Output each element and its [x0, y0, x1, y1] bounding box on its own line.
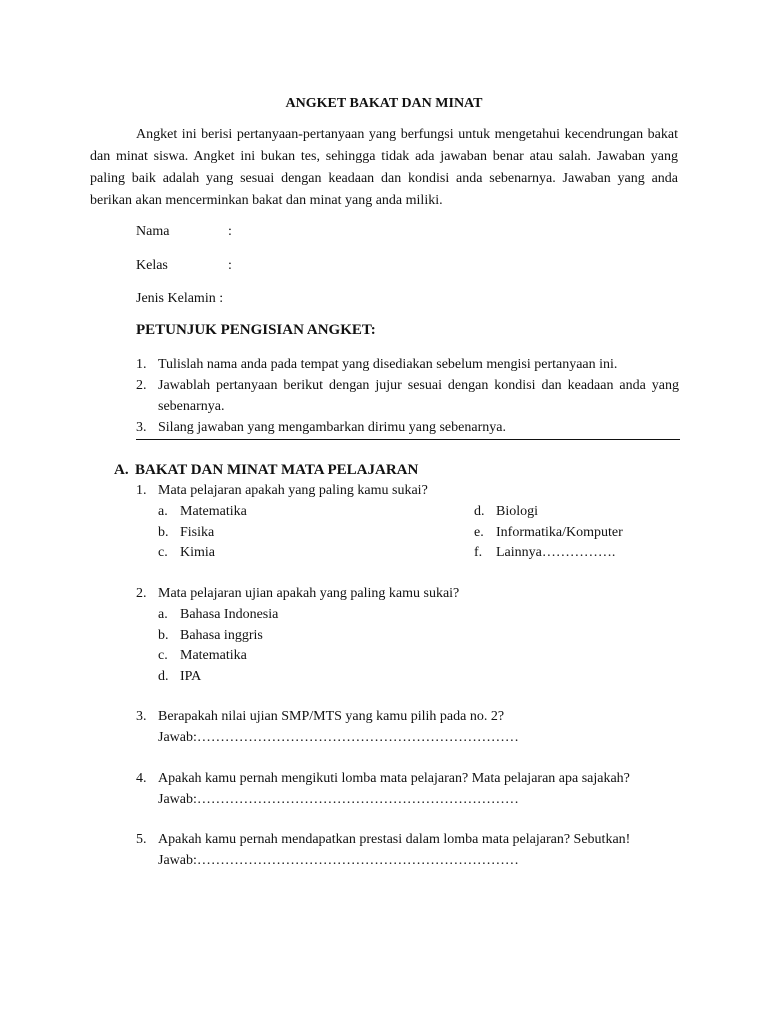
option-text: Biologi	[496, 504, 539, 519]
question-5	[136, 829, 696, 871]
section-letter: A.	[114, 462, 129, 478]
option-a[interactable]	[158, 604, 696, 625]
question-text: Mata pelajaran ujian apakah yang paling kamu sukai?	[158, 586, 460, 601]
jenis-kelamin-label: Jenis Kelamin :	[136, 291, 224, 306]
petunjuk-heading: PETUNJUK PENGISIAN ANGKET:	[136, 322, 376, 338]
question-number: 5.	[136, 832, 147, 847]
nama-colon: :	[228, 224, 232, 239]
question-text: Apakah kamu pernah mengikuti lomba mata pelajaran? Mata pelajaran apa sajakah?	[158, 771, 630, 786]
option-letter: d.	[474, 504, 485, 519]
question-text: Berapakah nilai ujian SMP/MTS yang kamu pilih pada no. 2?	[158, 709, 505, 724]
option-d[interactable]	[158, 666, 696, 687]
identity-row-jenis-kelamin	[136, 288, 223, 309]
list-number: 2.	[136, 378, 147, 393]
question-text: Mata pelajaran apakah yang paling kamu sukai?	[158, 483, 428, 498]
option-d[interactable]	[474, 501, 674, 522]
option-letter: e.	[474, 524, 484, 540]
option-text: Bahasa Indonesia	[180, 607, 279, 622]
option-b[interactable]	[158, 625, 696, 646]
identity-row-kelas	[136, 255, 232, 276]
question-number: 2.	[136, 586, 147, 601]
intro-paragraph: Angket ini berisi pertanyaan-pertanyaan yang berfungsi untuk mengetahui kecendrungan bakat dan minat siswa. Angket ini bukan tes, sehingga tidak ada jawaban benar atau salah. Jawaban yang paling baik adalah yang sesuai dengan keadaan dan kondisi anda sebenarnya. Jawaban yang anda berikan akan mencerminkan bakat dan minat yang anda miliki.	[90, 127, 678, 208]
section-divider	[136, 439, 680, 440]
question-1-options	[158, 501, 696, 563]
answer-line[interactable]: Jawab:……………………………………………………………	[158, 853, 519, 868]
list-text: Jawablah pertanyaan berikut dengan jujur sesuai dengan kondisi dan keadaan anda yang sebenarnya.	[158, 378, 679, 414]
options-left-column	[158, 501, 458, 563]
list-item	[136, 354, 679, 375]
option-text: Lainnya…………….	[496, 545, 616, 560]
question-text: Apakah kamu pernah mendapatkan prestasi dalam lomba mata pelajaran? Sebutkan!	[158, 832, 631, 847]
option-letter: a.	[158, 504, 168, 519]
option-letter: c.	[158, 648, 168, 663]
option-c[interactable]	[158, 542, 458, 563]
question-2	[136, 583, 696, 686]
option-c[interactable]	[158, 645, 696, 666]
option-letter: b.	[158, 524, 169, 540]
option-text: Bahasa inggris	[180, 627, 263, 643]
list-text: Tulislah nama anda pada tempat yang disediakan sebelum mengisi pertanyaan ini.	[158, 357, 618, 372]
options-right-column	[474, 501, 674, 563]
list-item	[136, 417, 679, 438]
section-heading	[114, 460, 418, 481]
question-number: 4.	[136, 771, 147, 786]
question-number: 3.	[136, 709, 147, 724]
option-f[interactable]	[474, 542, 674, 563]
list-number: 3.	[136, 420, 147, 435]
list-text: Silang jawaban yang mengambarkan dirimu yang sebenarnya.	[158, 420, 506, 435]
option-text: Matematika	[180, 504, 247, 519]
kelas-colon: :	[228, 258, 232, 273]
nama-label: Nama	[136, 224, 170, 239]
option-letter: d.	[158, 668, 169, 684]
option-letter: b.	[158, 627, 169, 643]
kelas-label: Kelas	[136, 258, 168, 273]
answer-line[interactable]: Jawab:……………………………………………………………	[158, 730, 519, 745]
list-number: 1.	[136, 357, 147, 372]
question-3	[136, 706, 696, 748]
option-text: Informatika/Komputer	[496, 524, 623, 540]
option-letter: a.	[158, 607, 168, 622]
list-item	[136, 375, 679, 417]
identity-row-nama	[136, 221, 232, 242]
section-title: BAKAT DAN MINAT MATA PELAJARAN	[135, 462, 419, 478]
page-title: ANGKET BAKAT DAN MINAT	[285, 96, 483, 111]
option-text: IPA	[180, 668, 202, 684]
question-2-options	[158, 604, 696, 686]
question-1	[136, 480, 696, 563]
option-letter: f.	[474, 545, 483, 560]
option-text: Matematika	[180, 648, 247, 663]
option-letter: c.	[158, 545, 168, 560]
petunjuk-list	[136, 354, 679, 438]
option-text: Fisika	[180, 524, 215, 540]
question-number: 1.	[136, 483, 147, 498]
question-4	[136, 768, 696, 810]
option-a[interactable]	[158, 501, 458, 522]
option-b[interactable]	[158, 522, 458, 543]
answer-line[interactable]: Jawab:……………………………………………………………	[158, 792, 519, 807]
option-e[interactable]	[474, 522, 674, 543]
option-text: Kimia	[180, 545, 215, 560]
